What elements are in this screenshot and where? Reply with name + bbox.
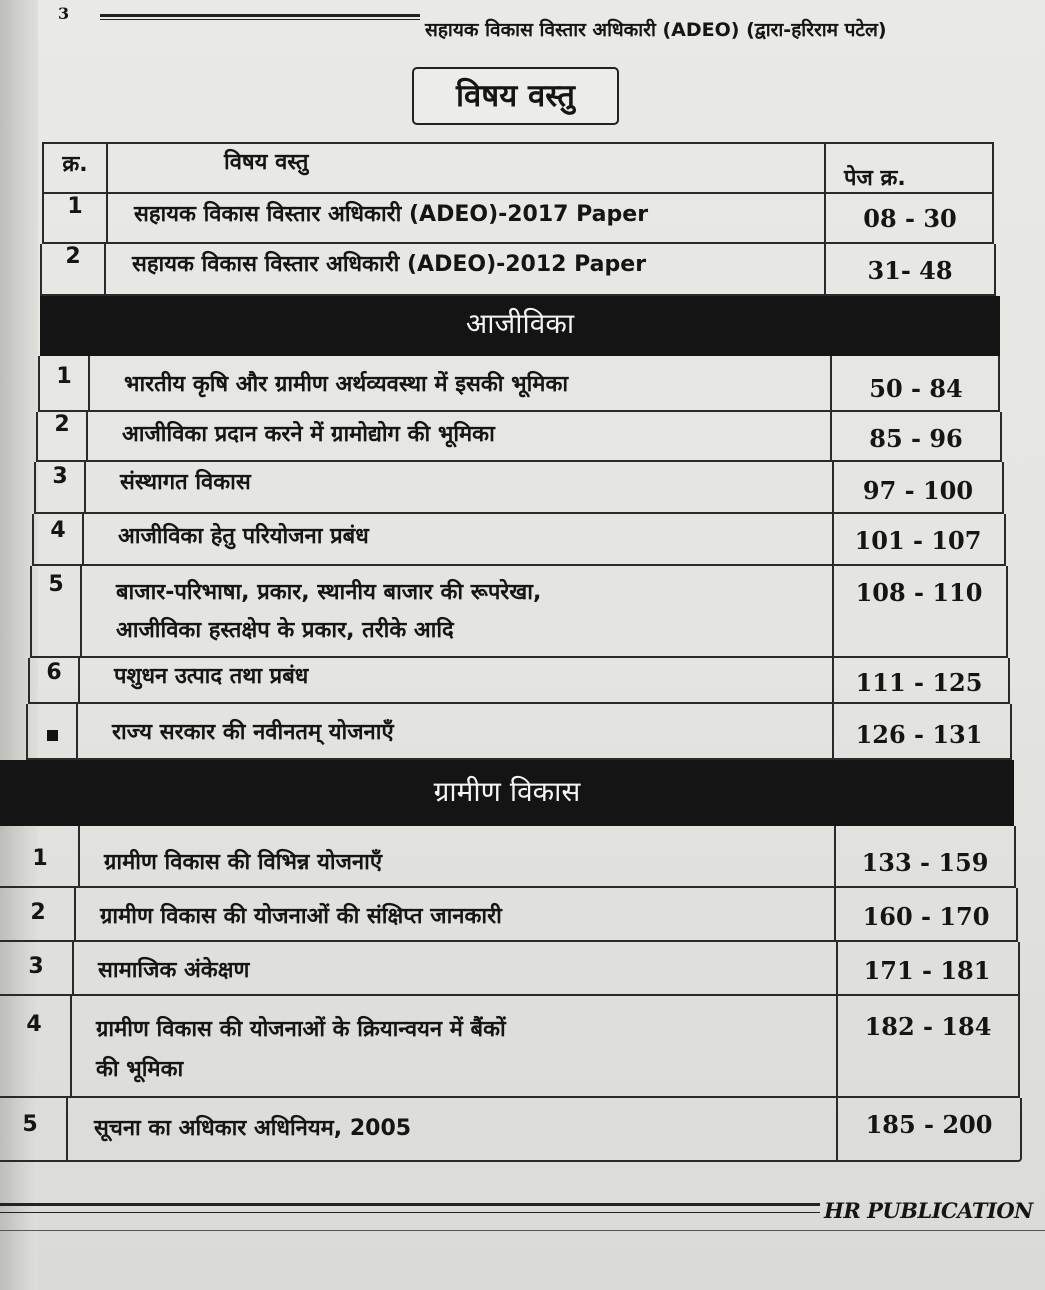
table-row [0, 942, 1020, 996]
row-sn: 5 [48, 572, 64, 597]
row-sn: 2 [30, 900, 46, 925]
row-subject: सूचना का अधिकार अधिनियम, 2005 [94, 1116, 412, 1141]
table-row [26, 704, 1012, 760]
row-subject: आजीविका हेतु परियोजना प्रबंध [118, 524, 369, 549]
row-pages: 160 - 170 [862, 902, 990, 931]
header-page: पेज क्र. [844, 166, 906, 191]
row-sn: 4 [26, 1012, 42, 1037]
row-pages: 50 - 84 [869, 374, 963, 403]
table-row [28, 658, 1010, 704]
footer-rule [0, 1203, 820, 1206]
row-pages: 171 - 181 [863, 956, 991, 985]
row-sn: 4 [50, 518, 66, 543]
row-pages: 133 - 159 [861, 848, 989, 877]
row-pages: 97 - 100 [862, 476, 974, 505]
row-subject-line1: ग्रामीण विकास की योजनाओं के क्रियान्वयन में बैंकों [96, 1017, 506, 1042]
row-subject: सहायक विकास विस्तार अधिकारी (ADEO)-2012 Paper [132, 252, 647, 277]
row-sn: 3 [52, 464, 68, 489]
header-sn: क्र. [62, 152, 88, 177]
row-sn: 1 [32, 846, 48, 871]
row-subject [96, 996, 826, 1096]
row-subject-line1: बाजार-परिभाषा, प्रकार, स्थानीय बाजार की रूपरेखा, [116, 580, 542, 605]
page-number: 3 [58, 4, 70, 23]
table-header-row [42, 142, 994, 194]
row-sn: 5 [22, 1112, 38, 1137]
row-pages: 31- 48 [867, 256, 953, 285]
row-sn: 1 [67, 194, 83, 219]
section-band-rural-development [0, 760, 1014, 826]
running-header-title: सहायक विकास विस्तार अधिकारी (ADEO) (द्वारा-हरिराम पटेल) [425, 19, 887, 41]
toc-title: विषय वस्तु [412, 67, 619, 125]
row-subject: सामाजिक अंकेक्षण [98, 958, 250, 983]
table-row [0, 1098, 1022, 1162]
section-band-livelihood [40, 296, 1000, 356]
table-row [34, 462, 1004, 514]
row-sn: 1 [56, 364, 72, 389]
footer-rule-bottom [0, 1230, 1045, 1231]
row-sn: 3 [28, 954, 44, 979]
row-sn: 2 [54, 412, 70, 437]
row-subject: संस्थागत विकास [120, 470, 251, 495]
row-subject-line2: की भूमिका [96, 1057, 184, 1082]
row-subject-line2: आजीविका हस्तक्षेप के प्रकार, तरीके आदि [116, 618, 454, 643]
table-row [0, 996, 1020, 1098]
square-bullet-icon [47, 730, 58, 741]
section-title: आजीविका [465, 307, 575, 340]
table-row [36, 412, 1002, 462]
section-title: ग्रामीण विकास [433, 775, 581, 808]
row-subject: राज्य सरकार की नवीनतम् योजनाएँ [112, 720, 394, 745]
row-subject [116, 566, 826, 656]
row-pages: 185 - 200 [865, 1110, 993, 1139]
row-pages: 182 - 184 [864, 1012, 992, 1041]
row-subject: ग्रामीण विकास की योजनाओं की संक्षिप्त जानकारी [100, 904, 502, 929]
row-pages: 126 - 131 [855, 720, 983, 749]
table-row [30, 566, 1008, 658]
row-pages: 108 - 110 [855, 578, 983, 607]
table-row [0, 888, 1018, 942]
header-subject: विषय वस्तु [224, 150, 309, 175]
publisher-name: HR PUBLICATION [824, 1198, 1033, 1223]
row-subject: भारतीय कृषि और ग्रामीण अर्थव्यवस्था में इसकी भूमिका [124, 372, 569, 397]
table-row [38, 356, 1000, 412]
row-subject: ग्रामीण विकास की विभिन्न योजनाएँ [104, 850, 382, 875]
row-sn: 2 [65, 244, 81, 269]
row-pages: 85 - 96 [869, 424, 963, 453]
row-subject: सहायक विकास विस्तार अधिकारी (ADEO)-2017 Paper [134, 202, 649, 227]
table-row [0, 826, 1016, 888]
footer-rule-thin [0, 1212, 820, 1213]
row-pages: 101 - 107 [854, 526, 982, 555]
table-row [40, 244, 996, 296]
row-subject: पशुधन उत्पाद तथा प्रबंध [114, 664, 309, 689]
row-sn: 6 [46, 660, 62, 685]
row-pages: 111 - 125 [855, 668, 983, 697]
table-row [42, 194, 994, 244]
row-bullet [28, 704, 76, 758]
row-subject: आजीविका प्रदान करने में ग्रामोद्योग की भूमिका [122, 422, 495, 447]
table-row [32, 514, 1006, 566]
row-pages: 08 - 30 [863, 204, 957, 233]
